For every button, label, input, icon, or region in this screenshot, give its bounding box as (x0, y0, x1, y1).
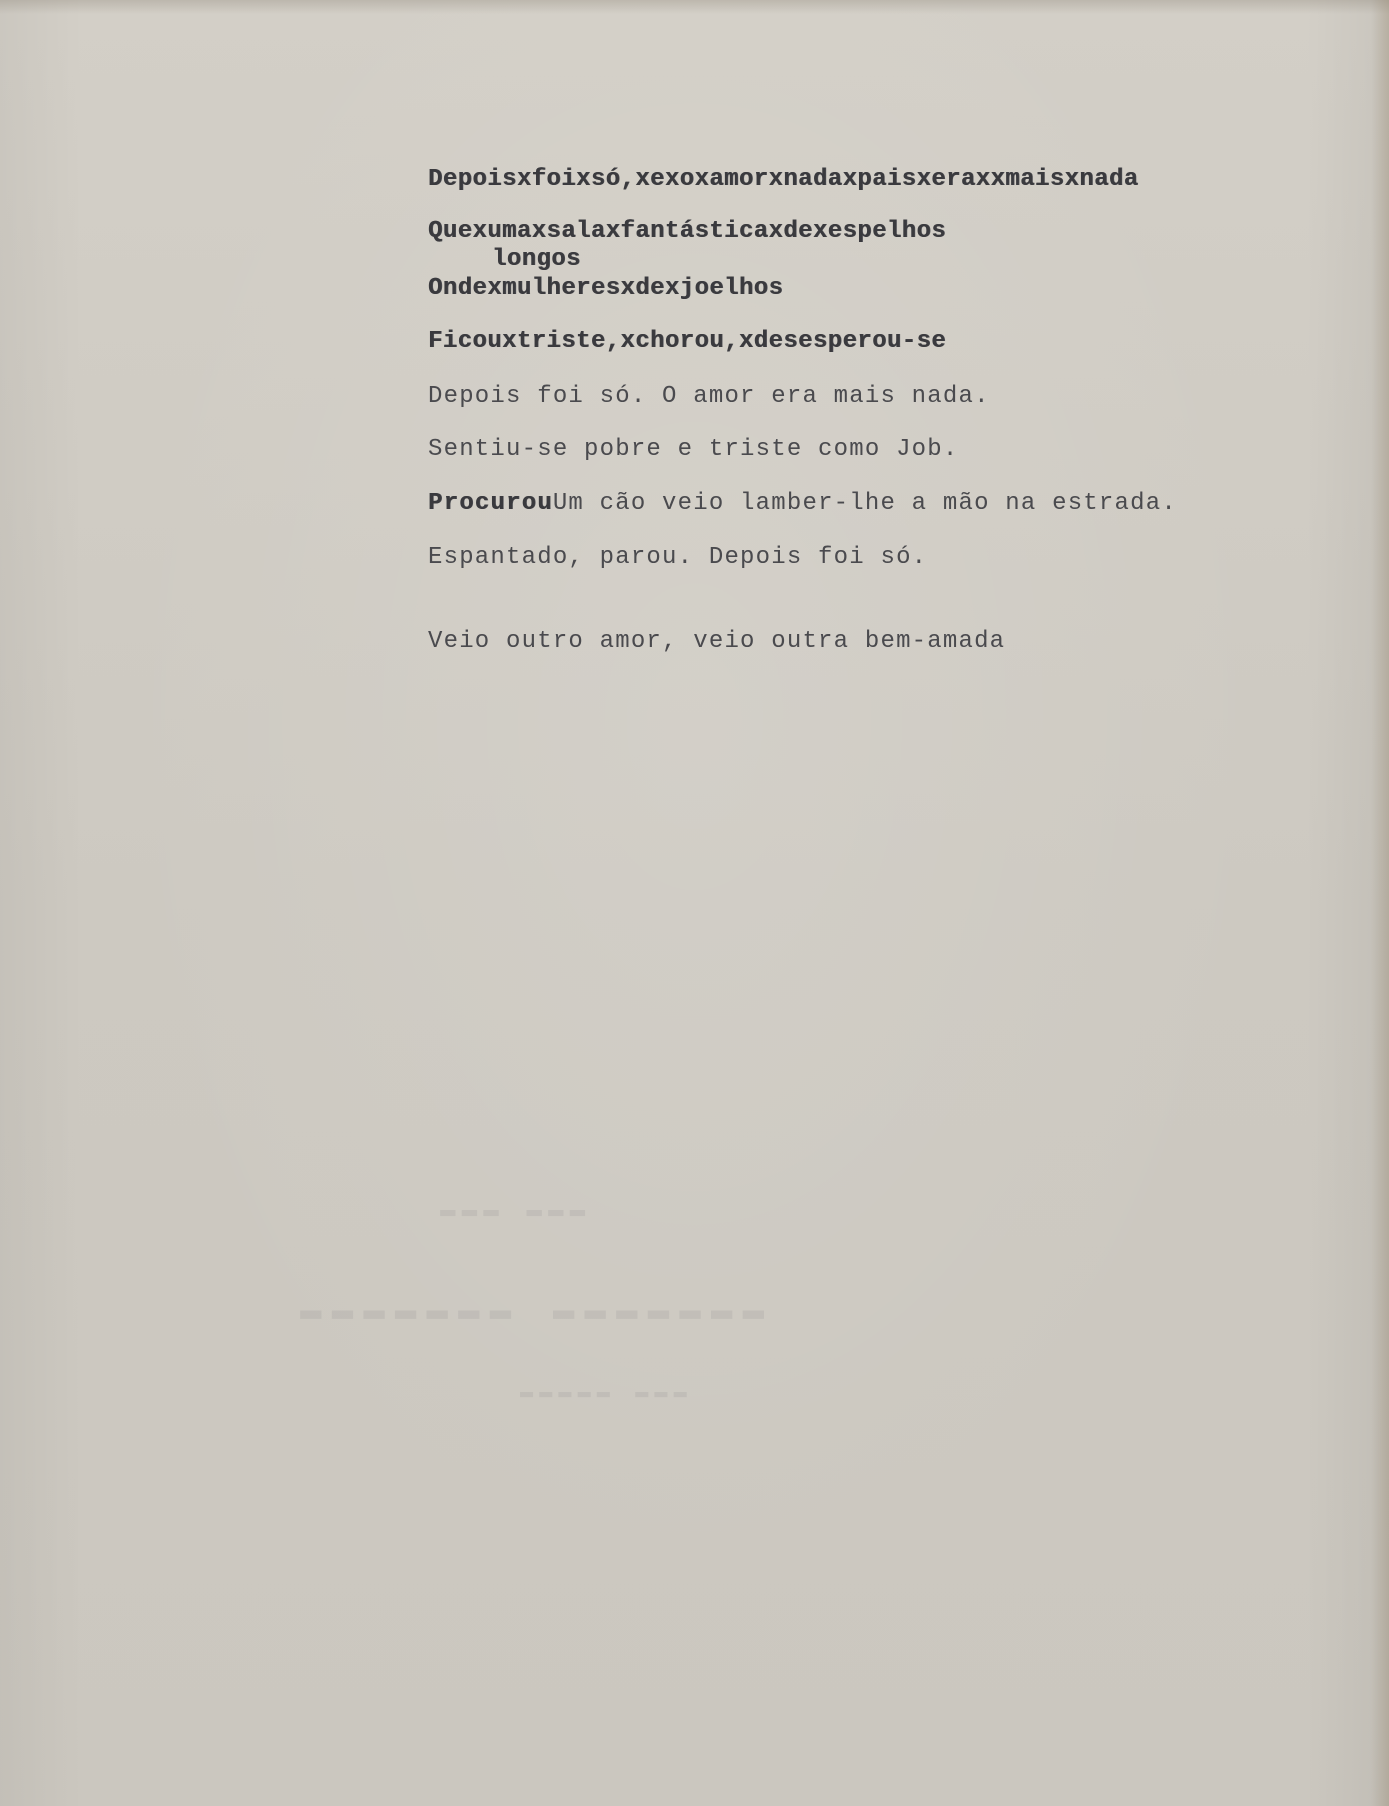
show-through-mark: ▬▬▬▬▬▬▬ ▬▬▬▬▬▬▬ (300, 1290, 775, 1331)
verse-line-3: Um cão veio lamber-lhe a mão na estrada. (552, 490, 1177, 517)
struck-line-4: Ficouxtriste,xchorou,xdesesperou-se (428, 328, 947, 355)
struck-line-insert: longos (492, 246, 581, 273)
verse-line-3-row (428, 490, 1177, 517)
struck-prefix: Procurou (428, 490, 553, 517)
show-through-mark: ▬▬▬ ▬▬▬ (440, 1195, 592, 1225)
show-through-mark: ▬▬▬▬▬ ▬▬▬ (520, 1380, 693, 1405)
paper-top-edge (0, 0, 1389, 14)
verse-line-2: Sentiu-se pobre e triste como Job. (428, 436, 959, 463)
paper-right-edge (1371, 0, 1389, 1806)
verse-line-1: Depois foi só. O amor era mais nada. (428, 383, 990, 410)
struck-line-3: Ondexmulheresxdexjoelhos (428, 275, 784, 302)
verse-line-4: Espantado, parou. Depois foi só. (428, 544, 928, 571)
verse-line-5: Veio outro amor, veio outra bem-amada (428, 628, 1006, 655)
struck-line-1: Depoisxfoixsó,xexoxamorxnadaxpaisxeraxxmaisxnada (428, 166, 1139, 193)
struck-line-2: Quexumaxsalaxfantásticaxdexespelhos (428, 218, 947, 245)
